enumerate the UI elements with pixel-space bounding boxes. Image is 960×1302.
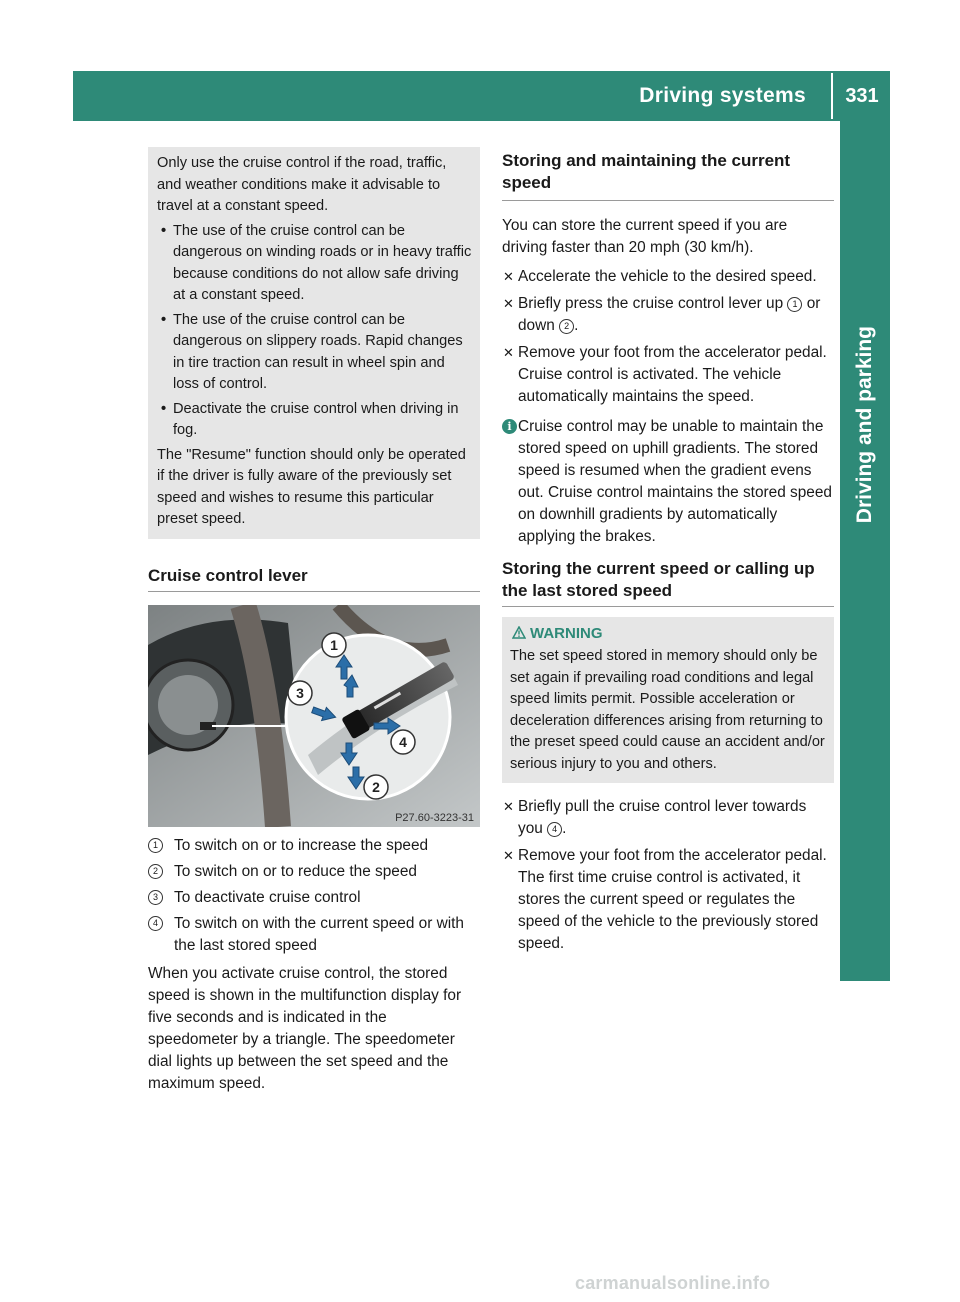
side-tab-label: Driving and parking: [853, 326, 876, 524]
lever-legend: [148, 835, 480, 957]
cruise-control-lever-illustration: [148, 605, 480, 827]
warning-outro: The "Resume" function should only be operated if the driver is fully aware of the previously set speed and wishes to resume this particular preset speed.: [157, 446, 466, 527]
legend-item: 4 To switch on with the current speed or with the last stored speed: [148, 913, 480, 957]
svg-text:2: 2: [372, 778, 380, 795]
warning-bullet: • Deactivate the cruise control when driving in fog.: [161, 400, 459, 438]
warning-text: The set speed stored in memory should only be set again if prevailing road conditions and legal speed limits permit. Possible acceleration or deceleration differences arising from returning to the preset speed could cause an accident and/or serious injury to you and others.: [510, 648, 825, 772]
footer-watermark: carmanualsonline.info: [575, 1273, 771, 1293]
side-tab-marker: [840, 934, 890, 981]
page-header: [73, 71, 890, 121]
section-title-storing: Storing and maintaining the current speed: [502, 150, 834, 201]
figure-code: P27.60-3223-31: [395, 811, 474, 824]
activation-paragraph: When you activate cruise control, the stored speed is shown in the multifunction display for five seconds and is indicated in the speedometer by a triangle. The speedometer dial lights up between the set speed and the maximum speed.: [148, 964, 462, 1092]
step-accelerate: ✕ Accelerate the vehicle to the desired speed.: [503, 268, 817, 285]
step-pull-lever: ✕ Briefly pull the cruise control lever towards you 4 .: [503, 798, 807, 837]
legend-item: 1 To switch on or to increase the speed: [148, 835, 480, 857]
right-column: [502, 150, 834, 955]
warning-bullet: • The use of the cruise control can be dangerous on slippery roads. Rapid changes in tire traction can result in wheel spin and loss of control.: [161, 311, 463, 392]
page-number: 331: [845, 85, 879, 107]
step-press-lever: ✕ Briefly press the cruise control lever up 1 or down 2 .: [503, 295, 821, 334]
step-remove-foot-2: ✕ Remove your foot from the accelerator pedal. The first time cruise control is activated, it stores the current speed or regulates the speed of the vehicle to the previously stored speed.: [503, 847, 827, 952]
svg-text:4: 4: [399, 733, 407, 750]
legend-item: 3 To deactivate cruise control: [148, 887, 480, 909]
warning-triangle-icon: [512, 626, 526, 639]
cruise-warning-box: [148, 147, 480, 539]
warning-heading: WARNING: [510, 623, 826, 644]
legend-item: 2 To switch on or to reduce the speed: [148, 861, 480, 883]
svg-text:1: 1: [330, 636, 338, 653]
speed-warning-box: [502, 617, 834, 783]
header-divider: [831, 73, 833, 119]
lever-illustration-svg: [148, 605, 480, 827]
svg-text:3: 3: [296, 684, 304, 701]
storing-intro: You can store the current speed if you are driving faster than 20 mph (30 km/h).: [502, 217, 788, 256]
warning-intro: Only use the cruise control if the road, traffic, and weather conditions make it advisable to travel at a constant speed.: [157, 155, 447, 214]
left-column: [148, 147, 480, 1095]
side-tab: [840, 121, 890, 981]
section-title-recall: Storing the current speed or calling up the last stored speed: [502, 558, 834, 607]
step-remove-foot: ✕ Remove your foot from the accelerator pedal. Cruise control is activated. The vehicle automatically maintains the speed.: [503, 344, 827, 405]
warning-bullet: • The use of the cruise control can be dangerous on winding roads or in heavy traffic because conditions do not allow safe driving at a constant speed.: [161, 222, 472, 303]
info-note: i Cruise control may be unable to maintain the stored speed on uphill gradients. The stored speed is resumed when the gradient evens out. Cruise control maintains the stored speed on downhill gradients by automatically applying the brakes.: [502, 416, 834, 548]
section-title-cruise-lever: Cruise control lever: [148, 565, 480, 592]
info-icon: i: [502, 419, 517, 434]
chapter-title: Driving systems: [639, 84, 806, 107]
